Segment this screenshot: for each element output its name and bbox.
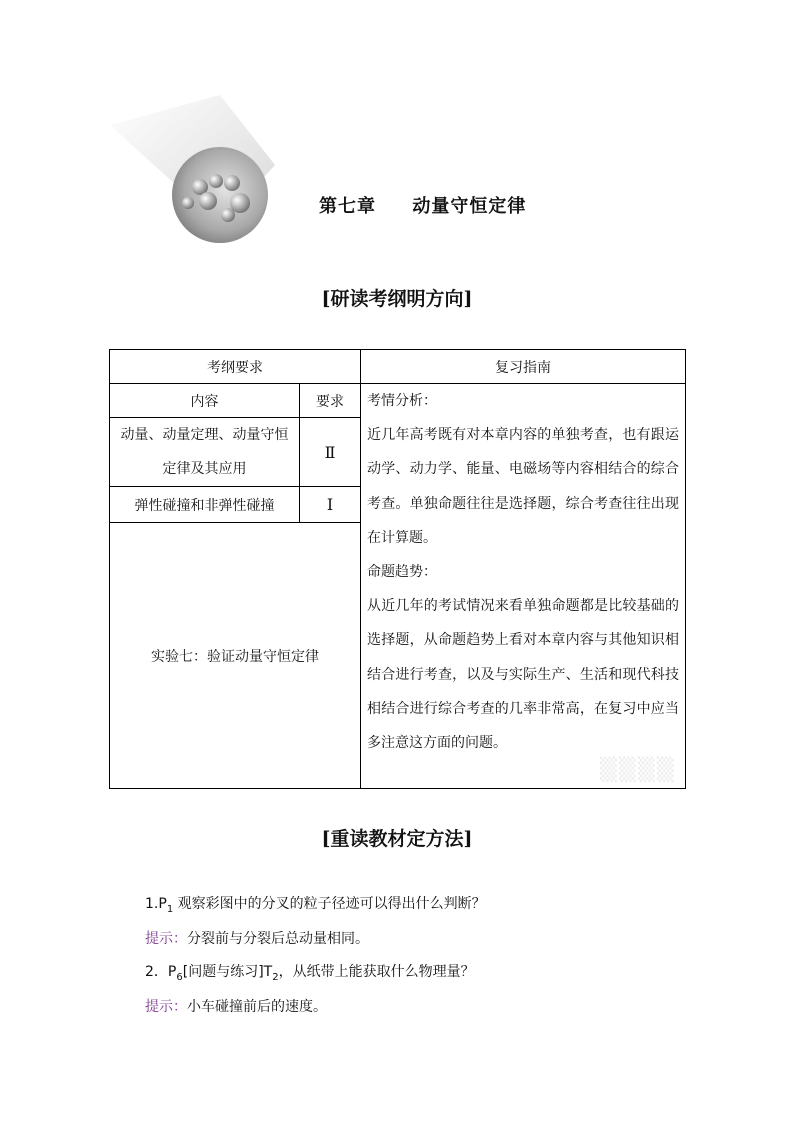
analysis-label: 考情分析： — [367, 393, 437, 409]
column-header-content: 内容 — [110, 384, 300, 418]
table-row-content: 动量、动量定理、动量守恒定律及其应用 — [110, 418, 300, 487]
section-heading-outline: [研读考纲明方向] — [321, 288, 473, 310]
trend-label: 命题趋势： — [367, 564, 437, 581]
table-row-level: Ⅱ — [300, 418, 361, 487]
question-2 — [145, 961, 475, 983]
section-heading-textbook: [重读教材定方法] — [321, 828, 473, 850]
hint-label: 提示： — [145, 931, 187, 947]
hint-2 — [145, 996, 327, 1016]
page-ref-sub: 1 — [166, 903, 174, 915]
header-review-guide: 复习指南 — [361, 350, 686, 384]
hint-1 — [145, 928, 369, 948]
hint-label: 提示： — [145, 999, 187, 1015]
header-exam-requirements: 考纲要求 — [110, 350, 361, 384]
chapter-decoration-image — [100, 95, 290, 255]
page-ref: P — [167, 964, 177, 980]
review-guide-cell — [361, 384, 686, 789]
table-row-content: 实验七：验证动量守恒定律 — [110, 523, 361, 789]
question-text: ，从纸带上能获取什么物理量？ — [278, 964, 475, 980]
question-1 — [145, 893, 486, 915]
watermark-decoration: ▒▒▒▒ — [600, 758, 676, 783]
question-number: 2． — [145, 964, 168, 980]
table-row-content: 弹性碰撞和非弹性碰撞 — [110, 487, 300, 523]
exam-outline-table — [109, 349, 686, 789]
table-row-level: Ⅰ — [300, 487, 361, 523]
hint-text: 小车碰撞前后的速度。 — [187, 999, 327, 1015]
question-text-sub: 2 — [272, 971, 279, 983]
chapter-title: 第七章 动量守恒定律 — [319, 196, 527, 217]
question-text: [问题与练习]T — [182, 964, 273, 980]
page-ref: P — [158, 896, 167, 912]
analysis-text: 近几年高考既有对本章内容的单独考查，也有跟运动学、动力学、能量、电磁场等内容相结合的综合考查。单独命题往往是选择题，综合考查往往出现在计算题。 — [367, 427, 679, 546]
trend-text: 从近几年的考试情况来看单独命题都是比较基础的选择题，从命题趋势上看对本章内容与其他知识相结合进行考查，以及与实际生产、生活和现代科技相结合进行综合考查的几率非常高，在复习中应当多注意这方面的问题。 — [367, 598, 679, 752]
column-header-requirement: 要求 — [300, 384, 361, 418]
question-number: 1. — [145, 896, 159, 912]
page-ref-sub: 6 — [176, 971, 183, 983]
hint-text: 分裂前与分裂后总动量相同。 — [187, 931, 369, 947]
question-text: 观察彩图中的分叉的粒子径迹可以得出什么判断？ — [173, 896, 486, 912]
